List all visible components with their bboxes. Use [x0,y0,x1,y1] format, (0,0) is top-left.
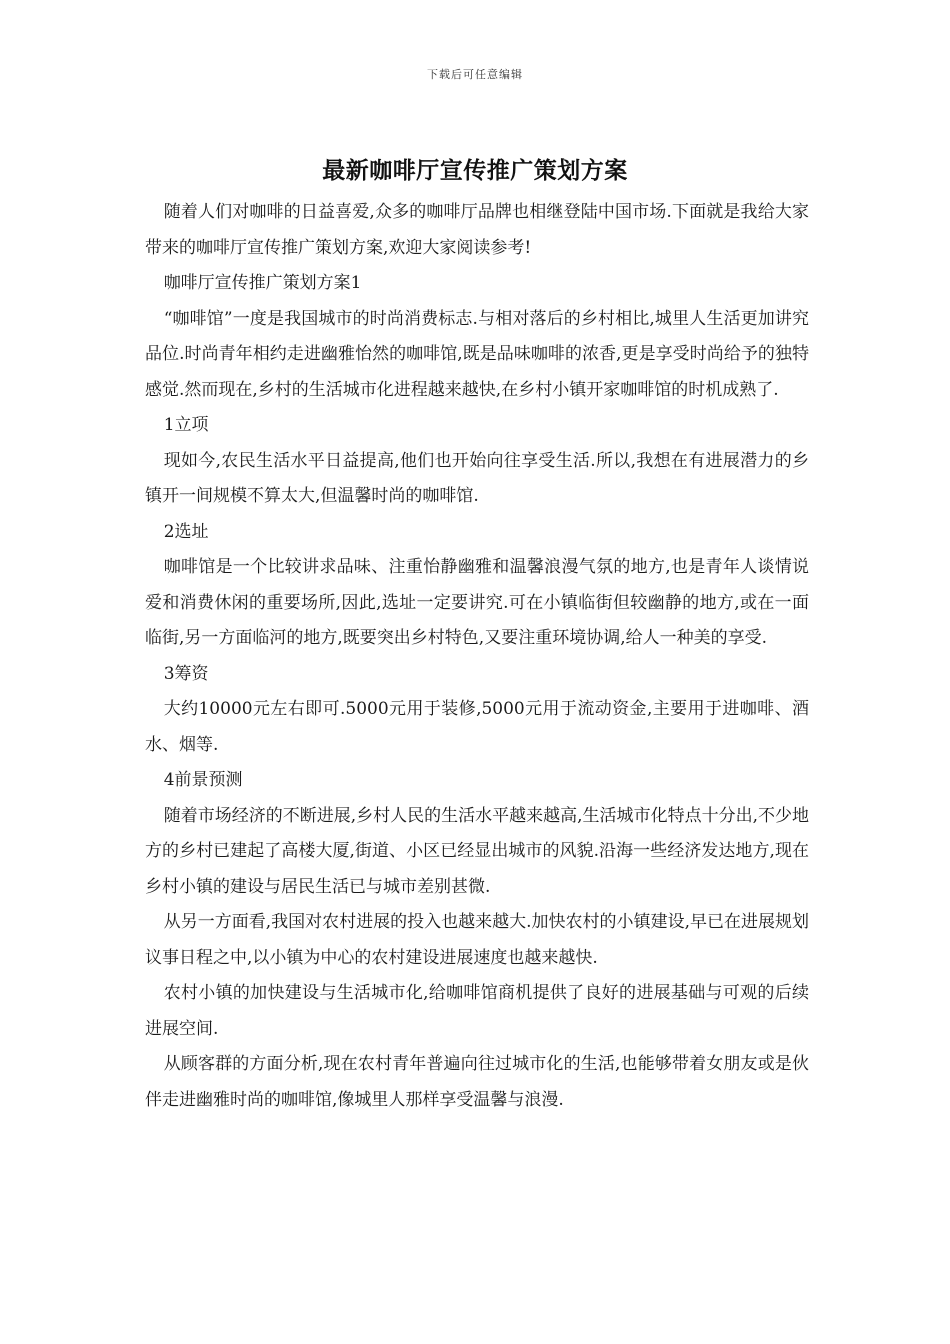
header-note: 下载后可任意编辑 [427,68,523,81]
body-paragraph: 现如今,农民生活水平日益提高,他们也开始向往享受生活.所以,我想在有进展潜力的乡镇开一间规模不算太大,但温馨时尚的咖啡馆. [145,450,809,506]
section-heading: 2选址 [163,521,209,542]
body-paragraph: 农村小镇的加快建设与生活城市化,给咖啡馆商机提供了良好的进展基础与可观的后续进展空间. [145,983,809,1039]
body-paragraph: 从顾客群的方面分析,现在农村青年普遍向往过城市化的生活,也能够带着女朋友或是伙伴走进幽雅时尚的咖啡馆,像城里人那样享受温馨与浪漫. [145,1054,809,1110]
body-paragraph: 咖啡馆是一个比较讲求品味、注重怡静幽雅和温馨浪漫气氛的地方,也是青年人谈情说爱和消费休闲的重要场所,因此,选址一定要讲究.可在小镇临街但较幽静的地方,或在一面临街,另一方面临河的地方,既要突出乡村特色,又要注重环境协调,给人一种美的享受. [145,557,809,648]
section-heading: 4前景预测 [163,770,243,790]
section-heading: 咖啡厅宣传推广策划方案1 [163,273,362,293]
body-paragraph: 从另一方面看,我国对农村进展的投入也越来越大.加快农村的小镇建设,早已在进展规划议事日程之中,以小镇为中心的农村建设进展速度也越来越快. [145,912,809,968]
document-body [145,195,809,1118]
document-title: 最新咖啡厅宣传推广策划方案 [322,157,628,184]
body-paragraph: 随着市场经济的不断进展,乡村人民的生活水平越来越高,生活城市化特点十分出,不少地方的乡村已建起了高楼大厦,街道、小区已经显出城市的风貌.沿海一些经济发达地方,现在乡村小镇的建设与居民生活已与城市差别甚微. [145,805,809,897]
body-paragraph: 大约10000元左右即可.5000元用于装修,5000元用于流动资金,主要用于进咖啡、酒水、烟等. [145,699,809,755]
section-heading: 3筹资 [163,663,209,684]
body-paragraph: “咖啡馆”一度是我国城市的时尚消费标志.与相对落后的乡村相比,城里人生活更加讲究品位.时尚青年相约走进幽雅怡然的咖啡馆,既是品味咖啡的浓香,更是享受时尚给予的独特感觉.然而现在,乡村的生活城市化进程越来越快,在乡村小镇开家咖啡馆的时机成熟了. [145,308,809,400]
intro-paragraph: 随着人们对咖啡的日益喜爱,众多的咖啡厅品牌也相继登陆中国市场.下面就是我给大家带来的咖啡厅宣传推广策划方案,欢迎大家阅读参考! [145,202,809,258]
section-heading: 1立项 [163,415,209,435]
